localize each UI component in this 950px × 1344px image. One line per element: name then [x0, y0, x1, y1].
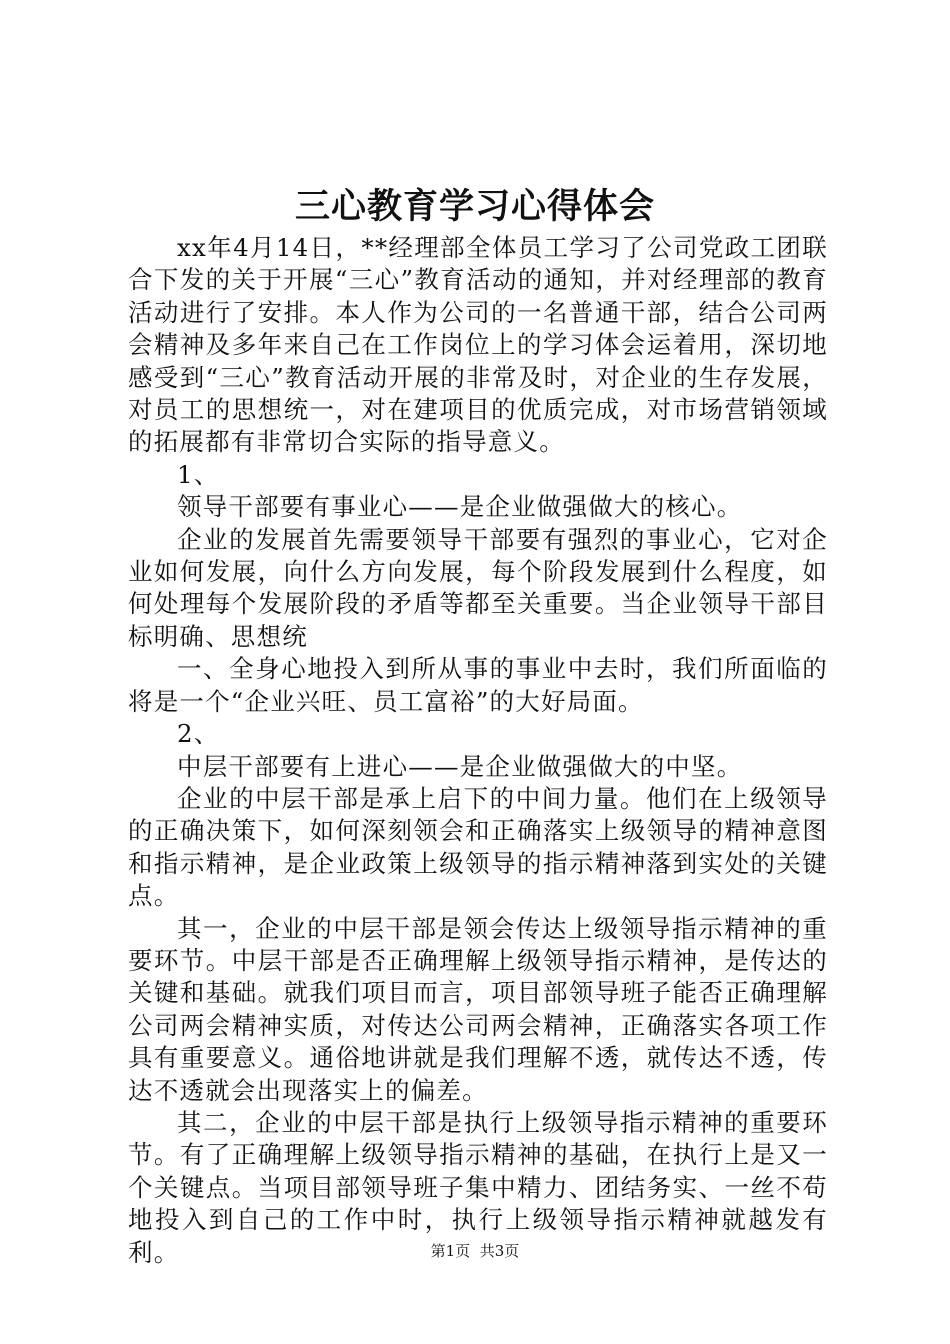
- paragraph-section-2-number: 2、: [177, 719, 220, 749]
- document-title: 三心教育学习心得体会: [294, 186, 655, 227]
- paragraph-intro: xx年4月14日，**经理部全体员工学习了公司党政工团联合下发的关于开展“三心”教育活动的通知，并对经理部的教育活动进行了安排。本人作为公司的一名普通干部，结合公司两会精神及多年来自己在工作岗位上的学习体会运着用，深切地感受到“三心”教育活动开展的非常及时，对企业的生存发展，对员工的思想统一，对在建项目的优质完成，对市场营销领域的拓展都有非常切合实际的指导意义。: [128, 233, 828, 457]
- page-number: 第1页: [430, 1242, 471, 1260]
- page-total: 共3页: [479, 1242, 520, 1260]
- paragraph-section-1-body: 企业的发展首先需要领导干部要有强烈的事业心，它对企业如何发展，向什么方向发展，每个阶段发展到什么程度，如何处理每个发展阶段的矛盾等都至关重要。当企业领导干部目标明确、思想统: [128, 524, 828, 651]
- paragraph-point-two: 其二，企业的中层干部是执行上级领导指示精神的重要环节。有了正确理解上级领导指示精神的基础，在执行上是又一个关键点。当项目部领导班子集中精力、团结务实、一丝不苟地投入到自己的工作中时，执行上级领导指示精神就越发有利。: [128, 1107, 828, 1267]
- paragraph-section-2-heading: 中层干部要有上进心——是企业做强做大的中坚。: [177, 751, 743, 781]
- paragraph-section-1-number: 1、: [177, 459, 220, 489]
- paragraph-section-1-heading: 领导干部要有事业心——是企业做强做大的核心。: [177, 492, 743, 522]
- paragraph-section-1-continued: 一、全身心地投入到所从事的事业中去时，我们所面临的将是一个“企业兴旺、员工富裕”的大好局面。: [128, 654, 828, 716]
- page-footer: [0, 1241, 950, 1261]
- document-body: [128, 232, 828, 1269]
- paragraph-point-one: 其一，企业的中层干部是领会传达上级领导指示精神的重要环节。中层干部是否正确理解上级领导指示精神，是传达的关键和基础。就我们项目而言，项目部领导班子能否正确理解公司两会精神实质，对传达公司两会精神，正确落实各项工作具有重要意义。通俗地讲就是我们理解不透，就传达不透，传达不透就会出现落实上的偏差。: [128, 913, 828, 1105]
- paragraph-section-2-body: 企业的中层干部是承上启下的中间力量。他们在上级领导的正确决策下，如何深刻领会和正确落实上级领导的精神意图和指示精神，是企业政策上级领导的指示精神落到实处的关键点。: [128, 783, 828, 911]
